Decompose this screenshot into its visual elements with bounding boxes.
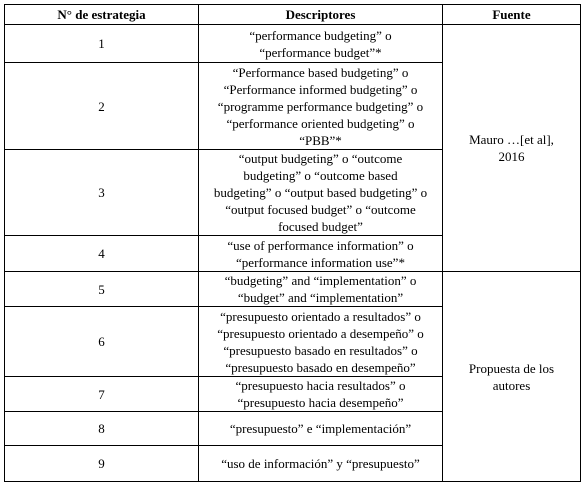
strategy-number-cell: 4 [5, 236, 199, 272]
source-line: autores [492, 377, 531, 393]
source-cell [443, 25, 581, 272]
descriptor-line: “performance budget”* [259, 44, 382, 60]
strategy-number-cell: 6 [5, 307, 199, 377]
strategy-number-cell: 2 [5, 63, 199, 150]
descriptor-cell [199, 307, 443, 377]
strategy-number-cell: 9 [5, 446, 199, 482]
descriptor-line: “presupuesto hacia desempeño” [237, 395, 404, 410]
descriptor-line: “presupuesto basado en desempeño” [225, 359, 416, 375]
descriptor-cell [199, 412, 443, 446]
column-header-source: Fuente [443, 5, 581, 25]
descriptor-line: “performance information use”* [236, 254, 405, 270]
descriptor-line: budgeting” o “output based budgeting” o [213, 185, 428, 200]
search-strategy-table [4, 4, 581, 482]
strategy-number-cell: 3 [5, 150, 199, 236]
descriptor-line: “presupuesto orientado a resultados” o [220, 308, 421, 324]
descriptor-line: “use of performance information” o [227, 237, 414, 253]
descriptor-line: “presupuesto basado en resultados” o [223, 342, 418, 358]
descriptor-line: “output focused budget” o “outcome [225, 202, 416, 217]
descriptor-line: “presupuesto orientado a desempeño” o [217, 325, 424, 341]
descriptor-line: “output budgeting” o “outcome [238, 151, 403, 166]
table-header-row [5, 5, 581, 25]
strategy-number-cell: 8 [5, 412, 199, 446]
descriptor-line: budgeting” o “outcome based [243, 168, 398, 183]
descriptor-line: “PBB”* [299, 132, 342, 148]
descriptor-line: “presupuesto” e “implementación” [229, 421, 412, 436]
descriptor-line: “performance budgeting” o [249, 27, 392, 43]
descriptor-line: “performance oriented budgeting” o [226, 115, 415, 131]
column-header-strategy-number: N° de estrategia [5, 5, 199, 25]
column-header-descriptors: Descriptores [199, 5, 443, 25]
table-row [5, 25, 581, 63]
descriptor-line: “Performance informed budgeting” o [223, 81, 418, 97]
descriptor-cell [199, 63, 443, 150]
descriptor-line: “Performance based budgeting” o [232, 64, 409, 80]
source-line: Propuesta de los [468, 360, 555, 376]
descriptor-cell [199, 377, 443, 412]
strategy-number-cell: 5 [5, 272, 199, 307]
descriptor-line: “uso de información” y “presupuesto” [221, 456, 420, 471]
source-line: 2016 [498, 149, 525, 164]
descriptor-cell [199, 272, 443, 307]
descriptor-line: “presupuesto hacia resultados” o [235, 378, 406, 393]
descriptor-cell [199, 25, 443, 63]
descriptor-cell [199, 236, 443, 272]
strategy-number-cell: 1 [5, 25, 199, 63]
table-row [5, 272, 581, 307]
descriptor-cell [199, 446, 443, 482]
descriptor-line: “programme performance budgeting” o [217, 98, 424, 114]
descriptor-cell [199, 150, 443, 236]
source-cell [443, 272, 581, 482]
descriptor-line: “budgeting” and “implementation” o [224, 273, 417, 288]
strategy-number-cell: 7 [5, 377, 199, 412]
source-line: Mauro …[et al], [469, 132, 554, 147]
descriptor-line: “budget” and “implementation” [237, 290, 404, 305]
descriptor-line: focused budget” [278, 219, 363, 234]
